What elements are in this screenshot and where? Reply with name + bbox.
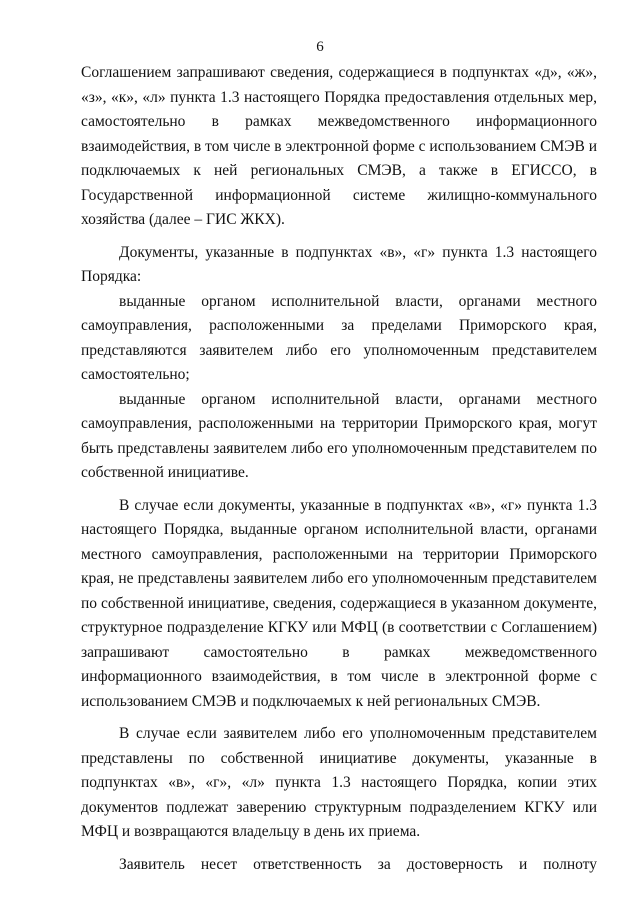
paragraph-continued: Соглашением запрашивают сведения, содержащиеся в подпунктах «д», «ж», «з», «к», «л» пункта 1.3 настоящего Порядка предоставления отдельных мер, самостоятельно в рамках межведомственного информационного взаимодействия, в том числе в электронной форме с использованием СМЭВ и подключаемых к ней региональных СМЭВ, а также в ЕГИССО, в Государственной информационной системе жилищно-коммунального хозяйства (далее – ГИС ЖКХ).: [81, 64, 598, 228]
document-body: [81, 61, 597, 877]
paragraph-issued-outside: выданные органом исполнительной власти, органами местного самоуправления, расположенными за пределами Приморского края, представляются заявителем либо его уполномоченным представителем самостоятельно;: [81, 292, 597, 383]
paragraph-issued-inside: выданные органом исполнительной власти, органами местного самоуправления, расположенными на территории Приморского края, могут быть представлены заявителем либо его уполномоченным представителем по собственной инициативе.: [81, 390, 597, 481]
page-number: 6: [316, 39, 324, 55]
paragraph-responsibility: Заявитель несет ответственность за достоверность и полноту: [119, 855, 597, 873]
paragraph-copies-certified: В случае если заявителем либо его уполномоченным представителем представлены по собственной инициативе документы, указанные в подпунктах «в», «г», «л» пункта 1.3 настоящего Порядка, копии этих документов подлежат заверению структурным подразделением КГКУ или МФЦ и возвращаются владельцу в день их приема.: [81, 725, 597, 840]
paragraph-documents-intro: Документы, указанные в подпунктах «в», «г» пункта 1.3 настоящего Порядка:: [81, 243, 597, 285]
paragraph-not-submitted: В случае если документы, указанные в подпунктах «в», «г» пункта 1.3 настоящего Порядка, выданные органом исполнительной власти, органами местного самоуправления, расположенными на территории Приморского края, не представлены заявителем либо его уполномоченным представителем по собственной инициативе, сведения, содержащиеся в указанном документе, структурное подразделение КГКУ или МФЦ (в соответствии с Соглашением) запрашивают самостоятельно в рамках межведомственного информационного взаимодействия, в том числе в электронной форме с использованием СМЭВ и подключаемых к ней региональных СМЭВ.: [81, 496, 597, 710]
